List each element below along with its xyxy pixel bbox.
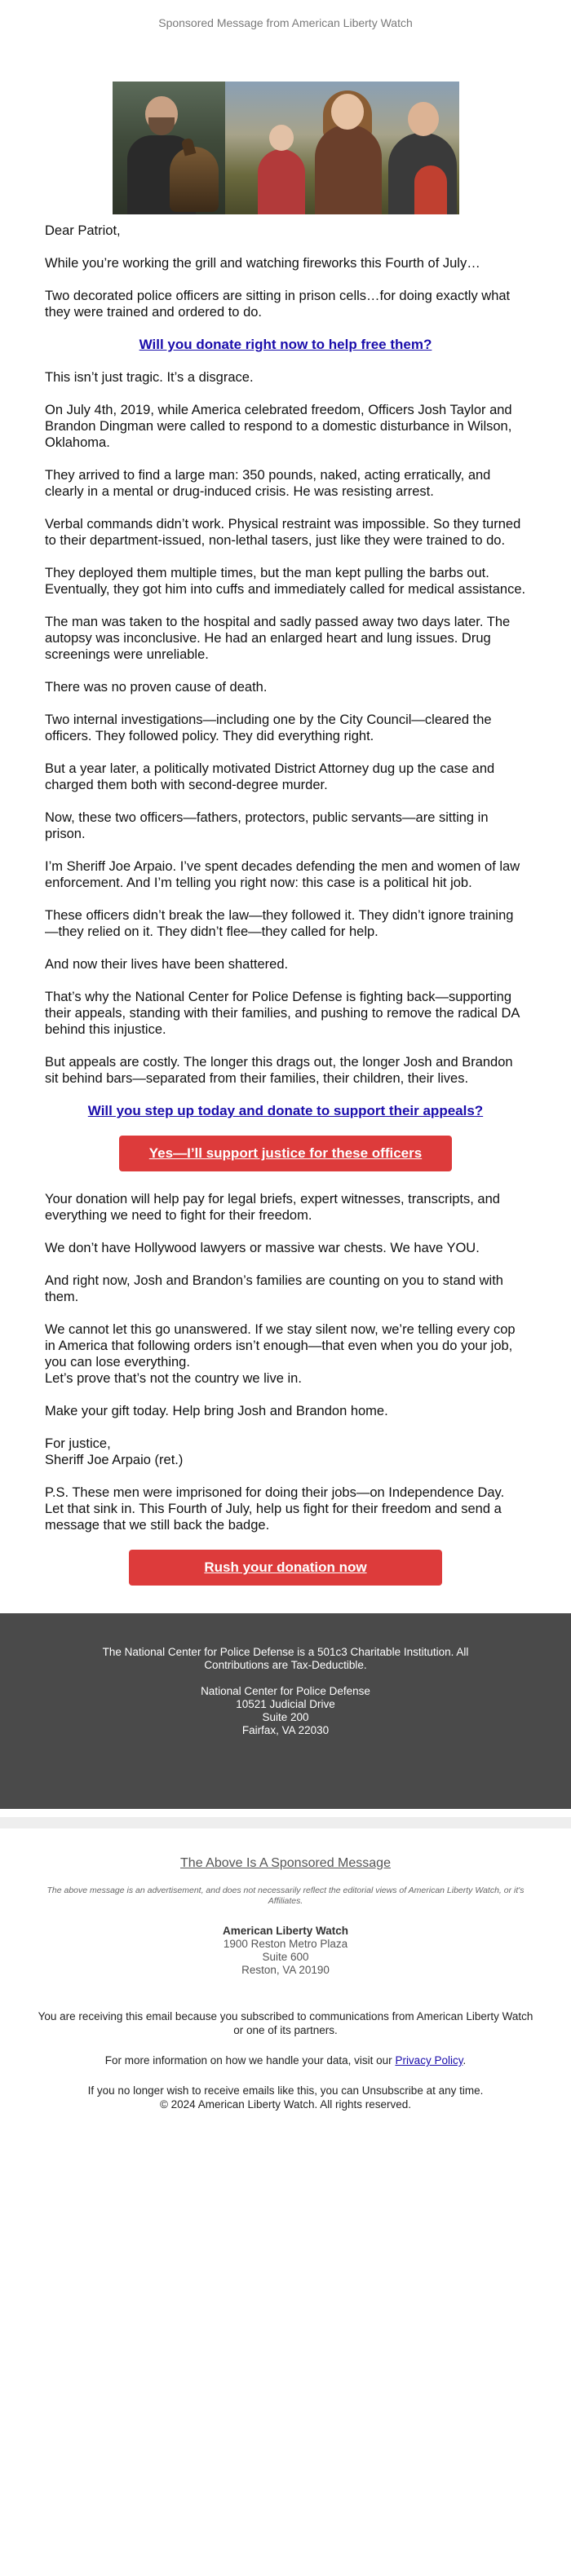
rush-donation-button[interactable]: Rush your donation now [129, 1550, 442, 1586]
sponsor-city: Reston, VA 20190 [241, 1964, 330, 1976]
org-city: Fairfax, VA 22030 [241, 1724, 330, 1736]
letter-body [45, 223, 526, 1586]
paragraph: Verbal commands didn’t work. Physical restraint was impossible. So they turned to their department-issued, non-lethal tasers, just like they were trained to do. [45, 517, 521, 548]
donate-link-1[interactable]: Will you donate right now to help free them? [139, 337, 432, 352]
paragraph: They arrived to find a large man: 350 pounds, naked, acting erratically, and clearly in a mental or drug-induced crisis. He was resisting arrest. [45, 468, 491, 499]
paragraph: I’m Sheriff Joe Arpaio. I’ve spent decades defending the men and women of law enforcement. And I’m telling you right now: this case is a political hit job. [45, 859, 520, 890]
paragraph: This isn’t just tragic. It’s a disgrace. [45, 370, 254, 385]
hero-image [113, 82, 459, 214]
paragraph: And right now, Josh and Brandon’s families are counting on you to stand with them. [45, 1273, 503, 1304]
postscript: P.S. These men were imprisoned for doing their jobs—on Independence Day. Let that sink in. This Fourth of July, help us fight for their freedom and send a message that we still back the badge. [45, 1485, 505, 1533]
paragraph: On July 4th, 2019, while America celebrated freedom, Officers Josh Taylor and Brandon Dingman were called to respond to a domestic disturbance in Wilson, Oklahoma. [45, 403, 512, 450]
paragraph: We don’t have Hollywood lawyers or massive war chests. We have YOU. [45, 1241, 480, 1255]
paragraph: Two internal investigations—including one by the City Council—cleared the officers. They followed policy. They did everything right. [45, 712, 492, 743]
sponsored-message-title: The Above Is A Sponsored Message [180, 1856, 391, 1870]
paragraph: But appeals are costly. The longer this drags out, the longer Josh and Brandon sit behind bars—separated from their families, their children, their lives. [45, 1055, 513, 1086]
paragraph: These officers didn’t break the law—they followed it. They didn’t ignore training—they relied on it. They didn’t flee—they called for help. [45, 908, 514, 939]
support-justice-button[interactable]: Yes—I’ll support justice for these officers [119, 1136, 452, 1171]
sponsor-suite: Suite 600 [262, 1951, 309, 1963]
org-suite: Suite 200 [262, 1711, 309, 1723]
paragraph: And now their lives have been shattered. [45, 957, 289, 972]
paragraph: We cannot let this go unanswered. If we stay silent now, we’re telling every cop in America that following orders isn’t enough—that even when you do your job, you can lose everything. [45, 1322, 516, 1370]
sponsor-footer [0, 1828, 571, 2111]
copyright: © 2024 American Liberty Watch. All rights reserved. [159, 2098, 412, 2111]
receiving-notice: You are receiving this email because you subscribed to communications from American Liberty Watch or one of its partners. [38, 2010, 533, 2036]
sponsor-street: 1900 Reston Metro Plaza [223, 1938, 348, 1950]
sponsored-line: Sponsored Message from American Liberty Watch [158, 16, 413, 29]
privacy-notice: For more information on how we handle your data, visit our Privacy Policy. [104, 2054, 467, 2067]
paragraph: Make your gift today. Help bring Josh and Brandon home. [45, 1404, 388, 1418]
divider [0, 1817, 571, 1828]
paragraph: While you’re working the grill and watching fireworks this Fourth of July… [45, 256, 480, 271]
paragraph: Now, these two officers—fathers, protectors, public servants—are sitting in prison. [45, 810, 489, 841]
paragraph: They deployed them multiple times, but the man kept pulling the barbs out. Eventually, they got him into cuffs and immediately called for medical assistance. [45, 566, 526, 597]
privacy-policy-link[interactable]: Privacy Policy [395, 2054, 463, 2067]
org-footer [0, 1613, 571, 1809]
sponsored-header [0, 0, 571, 46]
paragraph: Two decorated police officers are sitting in prison cells…for doing exactly what they were trained and ordered to do. [45, 289, 511, 320]
paragraph: That’s why the National Center for Police Defense is fighting back—supporting their appeals, standing with their families, and pushing to remove the radical DA behind this injustice. [45, 990, 520, 1037]
org-name: National Center for Police Defense [201, 1685, 370, 1697]
disclaimer: The above message is an advertisement, and does not necessarily reflect the editorial views of American Liberty Watch, or it's Affiliates. [46, 1886, 525, 1906]
paragraph: There was no proven cause of death. [45, 680, 268, 695]
sponsor-name: American Liberty Watch [222, 1925, 349, 1937]
sponsor-address [0, 1925, 571, 1977]
paragraph: Let’s prove that’s not the country we live in. [45, 1371, 302, 1386]
donate-link-2[interactable]: Will you step up today and donate to support their appeals? [87, 1103, 484, 1118]
signature: Sheriff Joe Arpaio (ret.) [45, 1453, 184, 1467]
legal-text [33, 2009, 538, 2111]
paragraph: Your donation will help pay for legal briefs, expert witnesses, transcripts, and everything we need to fight for their freedom. [45, 1192, 500, 1223]
paragraph: The man was taken to the hospital and sadly passed away two days later. The autopsy was inconclusive. He had an enlarged heart and lung issues. Drug screenings were unreliable. [45, 615, 511, 662]
greeting: Dear Patriot, [45, 223, 121, 238]
org-street: 10521 Judicial Drive [236, 1698, 335, 1710]
signoff: For justice, [45, 1436, 111, 1451]
officer-k9-photo [113, 82, 225, 214]
unsubscribe-notice: If you no longer wish to receive emails like this, you can Unsubscribe at any time. [87, 2084, 484, 2097]
tax-deductible-notice: The National Center for Police Defense is a 501c3 Charitable Institution. All Contributions are Tax-Deductible. [102, 1646, 469, 1671]
family-photo [225, 82, 459, 214]
cta-link-wrapper [45, 337, 526, 353]
paragraph: But a year later, a politically motivated District Attorney dug up the case and charged them both with second-degree murder. [45, 761, 495, 792]
cta-link-wrapper [45, 1103, 526, 1119]
